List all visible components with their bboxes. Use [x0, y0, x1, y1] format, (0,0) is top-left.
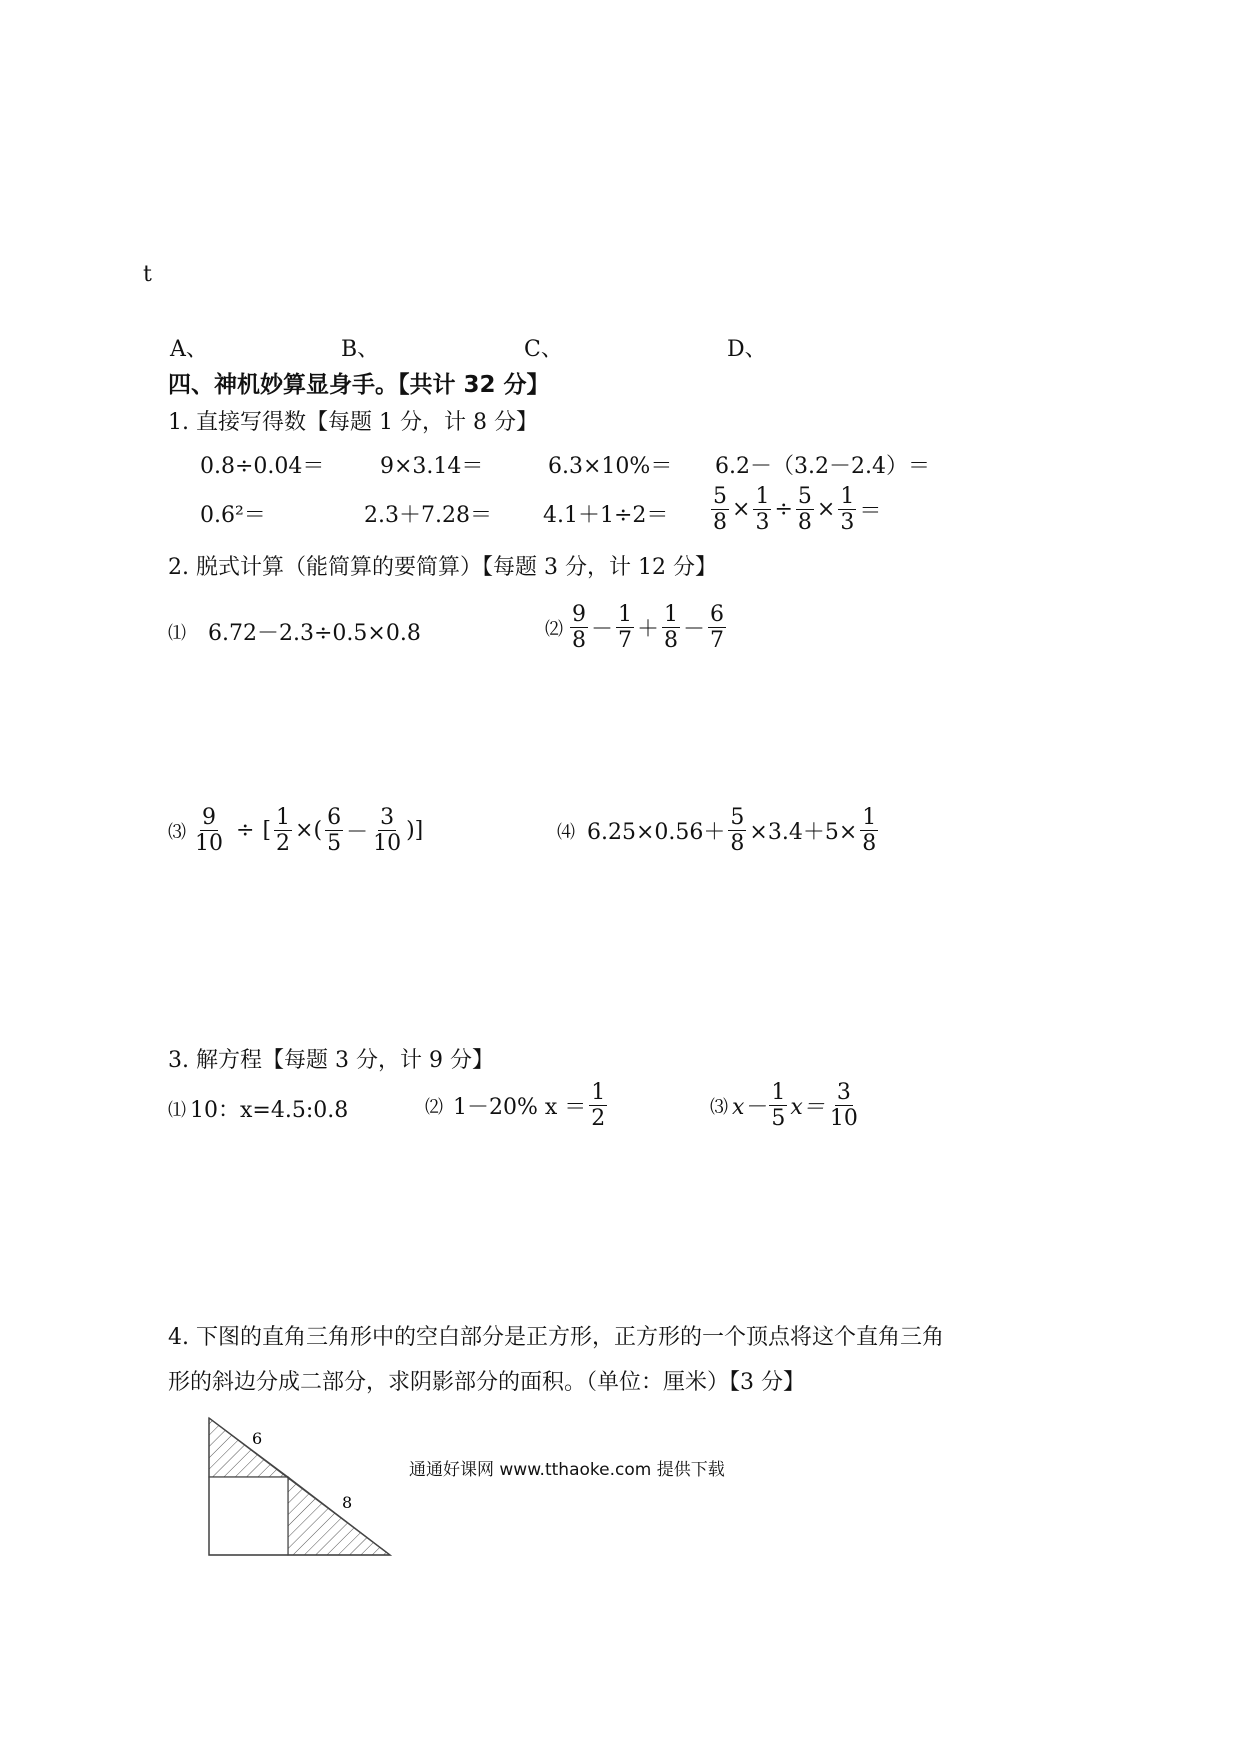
q1-item: 9×3.14＝ [380, 454, 484, 479]
q1-item: 4.1＋1÷2＝ [543, 503, 669, 528]
q2-title: 2. 脱式计算（能简算的要简算）【每题 3 分，计 12 分】 [168, 555, 717, 580]
fraction: $\frac{1}{5}$ [771, 1080, 786, 1132]
stray-mark: t [143, 262, 152, 287]
q4-line-1: 4. 下图的直角三角形中的空白部分是正方形，正方形的一个顶点将这个直角三角 [168, 1325, 944, 1350]
fraction: $\frac{1}{8}$ [664, 602, 679, 654]
q1-item-fraction-expr: $\frac{5}{8}$ × $\frac{1}{3}$ ÷ $\frac{5}{8}$ × $\frac{1}{3}$ ＝ [713, 484, 882, 536]
fraction: $\frac{3}{10}$ [829, 1080, 858, 1132]
label-6: 6 [252, 1429, 263, 1448]
fraction: $\frac{6}{5}$ [327, 805, 342, 857]
q4-line-2: 形的斜边分成二部分，求阴影部分的面积。（单位：厘米）【3 分】 [168, 1370, 805, 1395]
q3-part-3: ⑶ x－ $\frac{1}{5}$ x＝ $\frac{3}{10}$ [710, 1080, 858, 1132]
fraction: $\frac{9}{8}$ [572, 602, 586, 654]
fraction: $\frac{5}{8}$ [713, 484, 727, 536]
option-a: A、 [170, 337, 208, 362]
fraction: $\frac{6}{7}$ [710, 602, 725, 654]
fraction: $\frac{1}{8}$ [862, 805, 877, 857]
q1-title: 1. 直接写得数【每题 1 分，计 8 分】 [168, 410, 538, 435]
option-c: C、 [524, 337, 563, 362]
q3-part-2: ⑵ 1－20% x ＝ $\frac{1}{2}$ [425, 1080, 606, 1132]
q3-part-1: ⑴ 10：x=4.5:0.8 [168, 1098, 349, 1123]
q2-part-4: ⑷ 6.25×0.56＋ $\frac{5}{8}$ ×3.4＋5× $\frac{1}{8}$ [557, 805, 877, 857]
fraction: $\frac{1}{2}$ [276, 805, 291, 857]
watermark-text: 通通好课网 www.tthaoke.com 提供下载 [409, 1460, 725, 1480]
fraction: $\frac{1}{2}$ [591, 1080, 606, 1132]
q1-item: 6.3×10%＝ [548, 454, 673, 479]
q1-item: 2.3＋7.28＝ [364, 503, 492, 528]
section-heading: 四、神机妙算显身手。【共计 32 分】 [168, 372, 550, 398]
q2-part-1: ⑴ 6.72－2.3÷0.5×0.8 [168, 621, 421, 646]
fraction: $\frac{9}{10}$ [195, 805, 223, 857]
label-8: 8 [342, 1493, 353, 1512]
fraction: $\frac{1}{7}$ [618, 602, 633, 654]
fraction: $\frac{1}{3}$ [840, 484, 855, 536]
q3-title: 3. 解方程【每题 3 分，计 9 分】 [168, 1048, 494, 1073]
fraction: $\frac{3}{10}$ [373, 805, 402, 857]
q1-item: 0.8÷0.04＝ [200, 454, 325, 479]
fraction: $\frac{5}{8}$ [730, 805, 745, 857]
q2-part-2: ⑵ $\frac{9}{8}$ － $\frac{1}{7}$ ＋ $\frac{1}{8}$ － $\frac{6}{7}$ [545, 602, 725, 654]
triangle-diagram [200, 1410, 400, 1560]
fraction: $\frac{5}{8}$ [797, 484, 812, 536]
option-d: D、 [727, 337, 767, 362]
q1-item: 0.6²＝ [200, 503, 266, 528]
q2-part-3: ⑶ $\frac{9}{10}$ ÷ [ $\frac{1}{2}$ ×( $\frac{6}{5}$ － $\frac{3}{10}$ )] [168, 805, 424, 857]
q1-item: 6.2－（3.2－2.4）＝ [715, 454, 930, 479]
fraction: $\frac{1}{3}$ [755, 484, 770, 536]
option-b: B、 [341, 337, 380, 362]
square [209, 1477, 288, 1555]
